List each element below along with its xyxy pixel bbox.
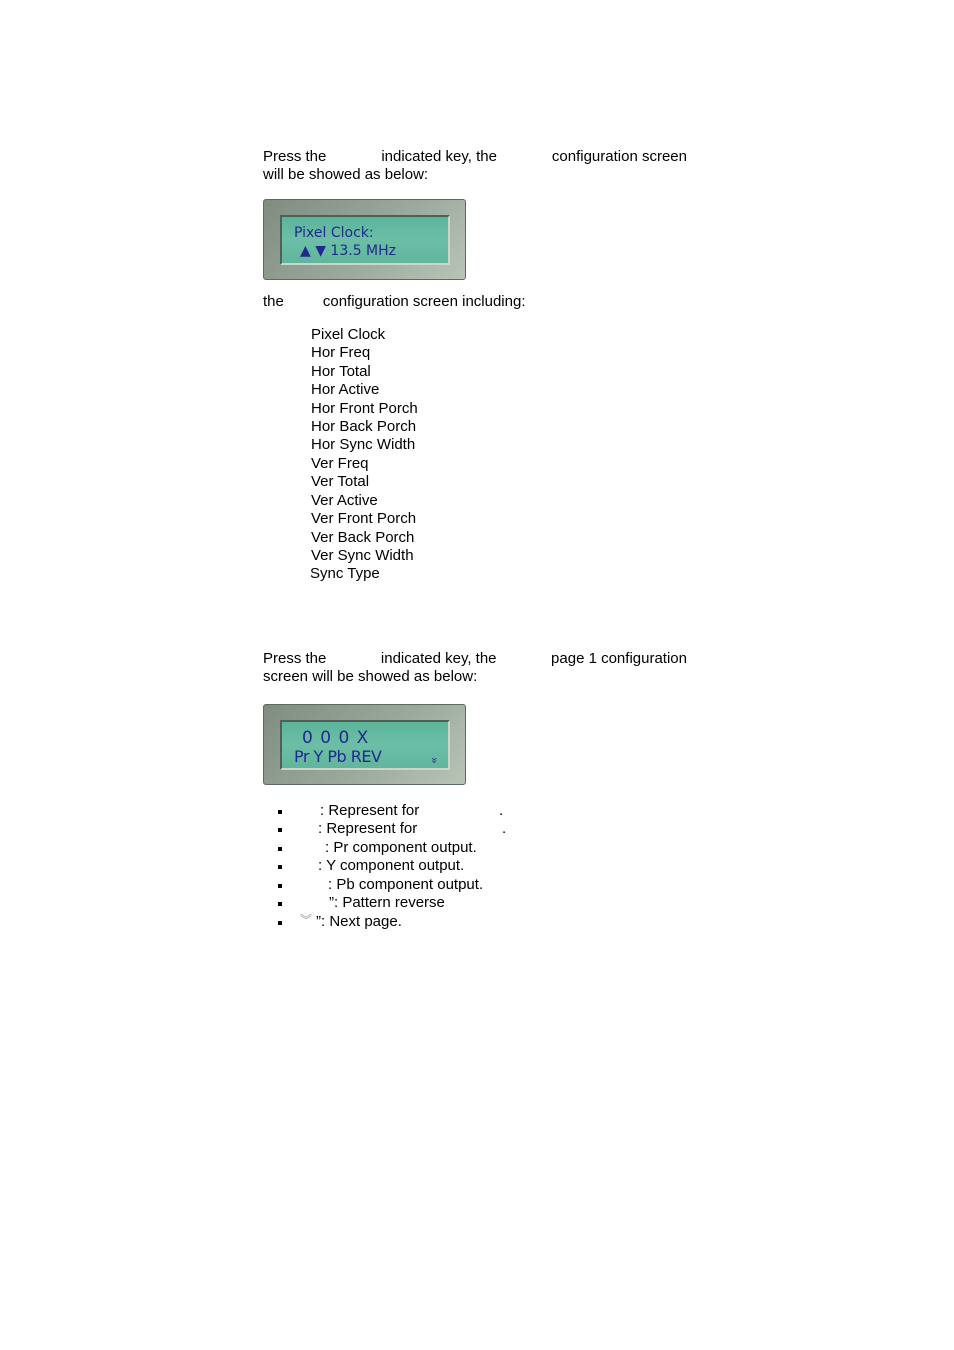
list-item: Hor Sync Width [311,436,416,453]
chevron-down-icon: » [428,757,442,764]
bullet-icon [278,865,282,869]
bullet-icon [278,902,282,906]
lcd-line-2: ▲ ▼ 13.5 MHz [300,243,397,259]
list-item: Hor Back Porch [311,418,417,435]
lcd-screen [280,720,450,770]
section1-paragraph-line1 [263,148,687,166]
section1-text-press-the: Press the [263,148,327,165]
list-item: Pixel Clock [311,326,386,343]
lcd-line-1: Pixel Clock: [294,225,374,241]
section2-text-press-the: Press the [263,650,327,667]
list-item: Ver Total [311,473,370,490]
section1-text-configuration-screen: configuration screen [551,148,687,165]
lcd-line-1: 0 0 0 X [302,728,370,748]
lcd-display-timing [263,199,466,280]
section2-text-page1-configuration: page 1 configuration [551,650,687,667]
section1-intro-configuration: configuration screen including: [322,293,526,310]
section2-paragraph-line1 [263,650,687,668]
chevron-down-icon: ︾ [300,913,313,927]
lcd-screen [280,215,450,265]
list-item: Sync Type [310,565,380,582]
list-item: Hor Active [311,381,380,398]
list-item: Ver Front Porch [311,510,417,527]
section1-text-indicated-key: indicated key, the [381,148,497,165]
section2-paragraph-line2: screen will be showed as below: [263,668,478,685]
bullet-icon [278,810,282,814]
list-item: Ver Back Porch [311,529,415,546]
lcd-display-page1 [263,704,466,785]
section1-intro-the: the [263,293,284,310]
list-item: Ver Sync Width [311,547,414,564]
bullet-icon [278,884,282,888]
section1-paragraph-line2: will be showed as below: [263,166,429,183]
section1-intro [263,293,525,311]
list-item: Ver Freq [311,455,369,472]
list-item: Hor Total [311,363,371,380]
list-item: Ver Active [311,492,378,509]
bullet-icon [278,828,282,832]
section2-text-indicated-key: indicated key, the [380,650,497,667]
list-item: Hor Front Porch [311,400,418,417]
bullet-icon [278,921,282,925]
bullet-icon [278,847,282,851]
list-item: Hor Freq [311,344,371,361]
lcd-line-2: Pr Y Pb REV [294,747,382,766]
